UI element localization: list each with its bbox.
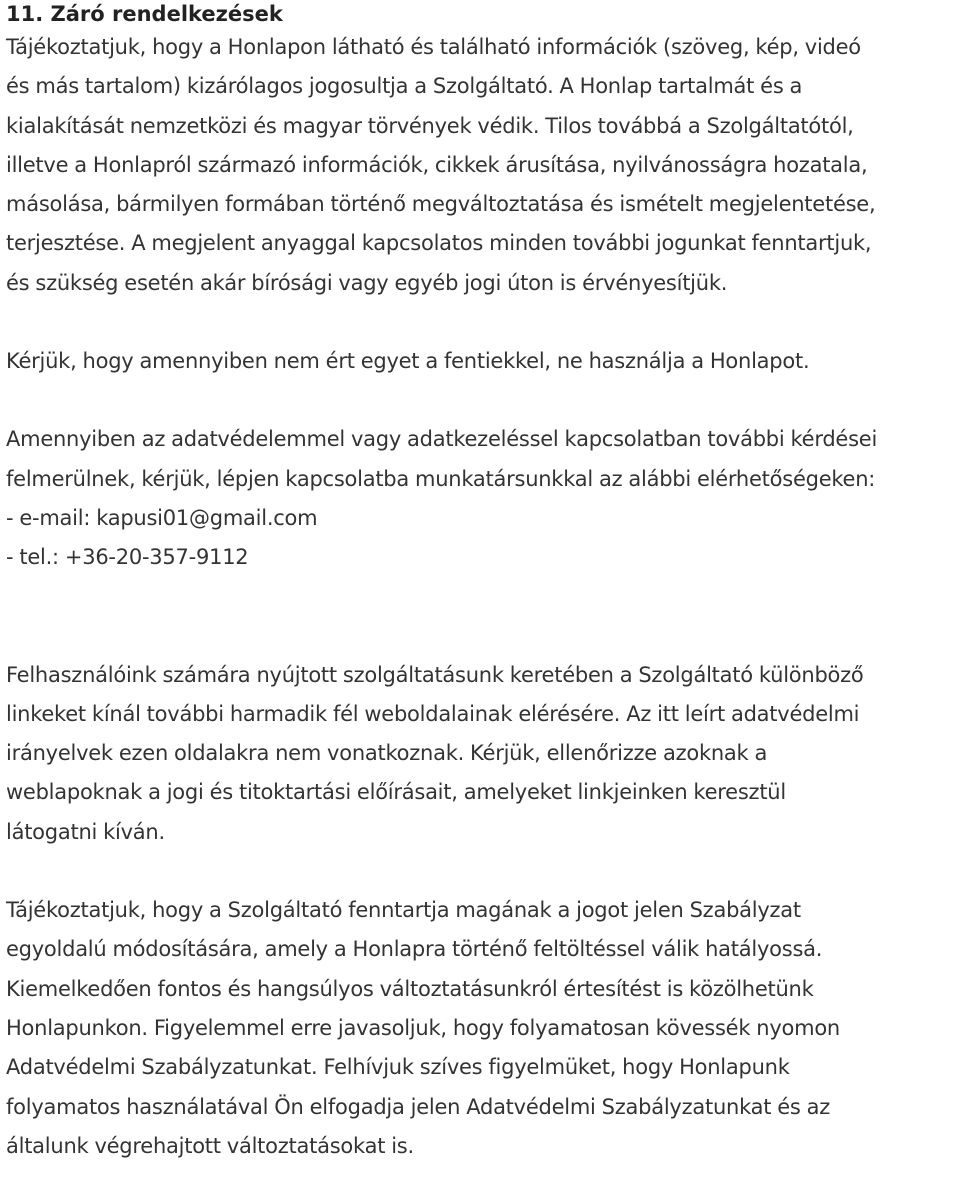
text-line: és más tartalom) kizárólagos jogosultja a Szolgáltató. A Honlap tartalmát és a xyxy=(6,74,803,99)
paragraph-spacer xyxy=(6,381,960,420)
text-line: Honlapunkon. Figyelemmel erre javasoljuk, hogy folyamatosan kövessék nyomon xyxy=(6,1015,840,1040)
text-line: Amennyiben az adatvédelemmel vagy adatkezeléssel kapcsolatban további kérdései xyxy=(6,427,878,452)
text-line: weblapoknak a jogi és titoktartási előírásait, amelyeket linkjeinken keresztül xyxy=(6,780,786,805)
section-heading: 11. Záró rendelkezések xyxy=(6,2,283,26)
text-line: látogatni kíván. xyxy=(6,819,165,844)
paragraph-disagree-notice xyxy=(6,342,960,381)
text-line: Tájékoztatjuk, hogy a Honlapon látható és található információk (szöveg, kép, videó xyxy=(6,35,861,59)
text-line: folyamatos használatával Ön elfogadja jelen Adatvédelmi Szabályzatunkat és az xyxy=(6,1094,831,1119)
text-line: általunk végrehajtott változtatásokat is. xyxy=(6,1133,414,1158)
text-line: Felhasználóink számára nyújtott szolgáltatásunk keretében a Szolgáltató különböző xyxy=(6,662,864,687)
paragraph-spacer xyxy=(6,852,960,891)
text-line: illetve a Honlapról származó információk, cikkek árusítása, nyilvánosságra hozatala, xyxy=(6,152,868,177)
text-line: irányelvek ezen oldalakra nem vonatkoznak. Kérjük, ellenőrizze azoknak a xyxy=(6,741,768,766)
text-line: felmerülnek, kérjük, lépjen kapcsolatba munkatársunkkal az alábbi elérhetőségeken: xyxy=(6,466,876,491)
paragraph-copyright xyxy=(6,28,960,303)
text-line: egyoldalú módosítására, amely a Honlapra történő feltöltéssel válik hatályossá. xyxy=(6,937,823,962)
text-line: másolása, bármilyen formában történő megváltoztatása és ismételt megjelentetése, xyxy=(6,192,876,217)
paragraph-spacer xyxy=(6,578,960,656)
text-line: linkeket kínál további harmadik fél weboldalainak elérésére. Az itt leírt adatvédelmi xyxy=(6,701,860,726)
paragraph-policy-changes xyxy=(6,891,960,1166)
text-line: Tájékoztatjuk, hogy a Szolgáltató fenntartja magának a jogot jelen Szabályzat xyxy=(6,898,801,923)
paragraph-contact xyxy=(6,420,960,577)
document-page xyxy=(6,0,960,1166)
text-line: Adatvédelmi Szabályzatunkat. Felhívjuk szíves figyelmüket, hogy Honlapunk xyxy=(6,1055,790,1080)
paragraph-third-party-links xyxy=(6,656,960,852)
paragraph-spacer xyxy=(6,303,960,342)
text-line: kialakítását nemzetközi és magyar törvények védik. Tilos továbbá a Szolgáltatótól, xyxy=(6,113,854,138)
text-line: terjesztése. A megjelent anyaggal kapcsolatos minden további jogunkat fenntartjuk, xyxy=(6,231,872,256)
text-line: és szükség esetén akár bírósági vagy egyéb jogi úton is érvényesítjük. xyxy=(6,270,728,295)
text-line: Kérjük, hogy amennyiben nem ért egyet a fentiekkel, ne használja a Honlapot. xyxy=(6,349,810,374)
text-line: Kiemelkedően fontos és hangsúlyos változtatásunkról értesítést is közölhetünk xyxy=(6,976,814,1001)
contact-phone: - tel.: +36-20-357-9112 xyxy=(6,545,249,570)
contact-email: - e-mail: kapusi01@gmail.com xyxy=(6,505,318,530)
